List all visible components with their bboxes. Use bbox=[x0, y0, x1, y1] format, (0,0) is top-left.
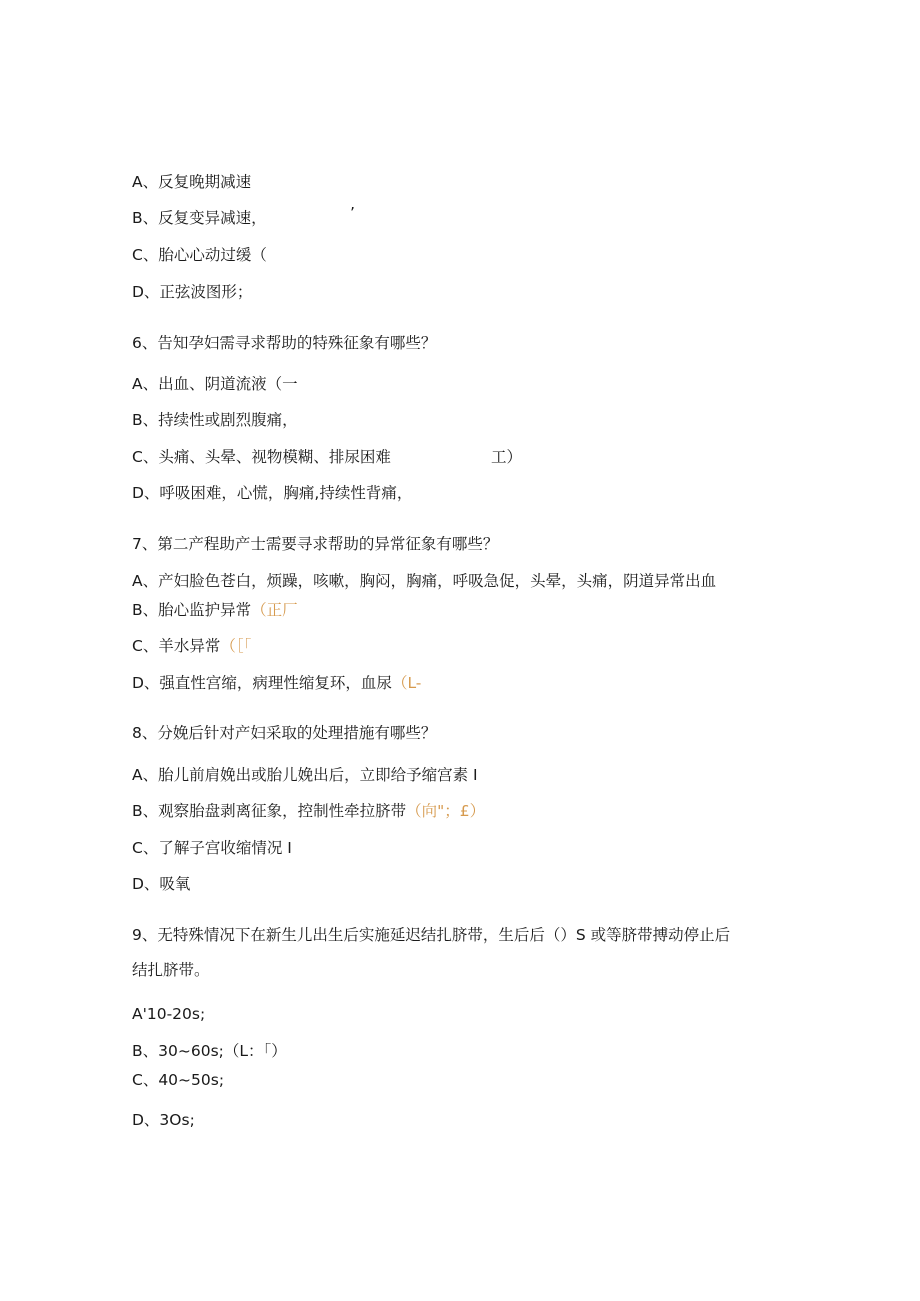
q8-question: 8、分娩后针对产妇采取的处理措施有哪些？ bbox=[132, 724, 437, 742]
q7-option-c-text: C、羊水异常 bbox=[132, 637, 221, 655]
q8-option-a: A、胎儿前肩娩出或胎儿娩出后，立即给予缩宫素 I bbox=[132, 766, 478, 784]
q9-question-line2: 结扎脐带。 bbox=[132, 961, 210, 979]
q8-b-annotation: （向"；£） bbox=[406, 802, 486, 820]
q5-option-c: C、胎心心动过缓（ bbox=[132, 246, 267, 264]
q6-c-annotation bbox=[491, 447, 522, 467]
q7-option-c bbox=[132, 636, 251, 656]
q8-option-b bbox=[132, 801, 485, 821]
q6-option-b: B、持续性或剧烈腹痛， bbox=[132, 411, 298, 429]
q6-option-a: A、出血、阴道流液（一 bbox=[132, 375, 298, 393]
q5-option-d: D、正弦波图形； bbox=[132, 283, 253, 301]
q6-option-d: D、呼吸困难，心慌，胸痛,持续性背痛， bbox=[132, 484, 413, 502]
q7-d-annotation: （L- bbox=[391, 674, 422, 692]
q7-b-annotation: （正厂 bbox=[251, 601, 298, 619]
q7-option-d-text: D、强直性宫缩，病理性缩复环，血尿 bbox=[132, 674, 392, 692]
q5-option-a: A、反复晚期减速 bbox=[132, 173, 252, 191]
q7-option-b-text: B、胎心监护异常 bbox=[132, 601, 252, 619]
q6-c-annotation-text: 工） bbox=[491, 448, 523, 466]
q7-option-b bbox=[132, 600, 298, 620]
q9-option-d: D、3Os; bbox=[132, 1111, 195, 1129]
q8-option-b-text: B、观察胎盘剥离征象，控制性牵拉脐带 bbox=[132, 802, 407, 820]
q8-option-c: C、了解子宫收缩情况 I bbox=[132, 839, 292, 857]
q7-option-a: A、产妇脸色苍白，烦躁，咳嗽，胸闷，胸痛，呼吸急促，头晕，头痛，阴道异常出血 bbox=[132, 572, 717, 590]
q7-question: 7、第二产程助产士需要寻求帮助的异常征象有哪些？ bbox=[132, 535, 499, 553]
q9-option-c: C、40~50s; bbox=[132, 1071, 225, 1089]
q9-question-line1: 9、无特殊情况下在新生儿出生后实施延迟结扎脐带，生后后（）S 或等脐带搏动停止后 bbox=[132, 926, 731, 944]
q6-question: 6、告知孕妇需寻求帮助的特殊征象有哪些？ bbox=[132, 334, 437, 352]
q7-c-annotation: （［「 bbox=[220, 637, 252, 655]
stray-mark: ’ bbox=[350, 204, 355, 222]
q9-option-b: B、30~60s;（L：「） bbox=[132, 1042, 287, 1060]
q5-option-b: B、反复变异减速， bbox=[132, 209, 267, 227]
q9-option-a: A'10-20s; bbox=[132, 1005, 206, 1023]
q6-option-c: C、头痛、头晕、视物模糊、排尿困难 bbox=[132, 448, 391, 466]
q7-option-d bbox=[132, 673, 421, 693]
q8-option-d: D、吸氧 bbox=[132, 875, 191, 893]
